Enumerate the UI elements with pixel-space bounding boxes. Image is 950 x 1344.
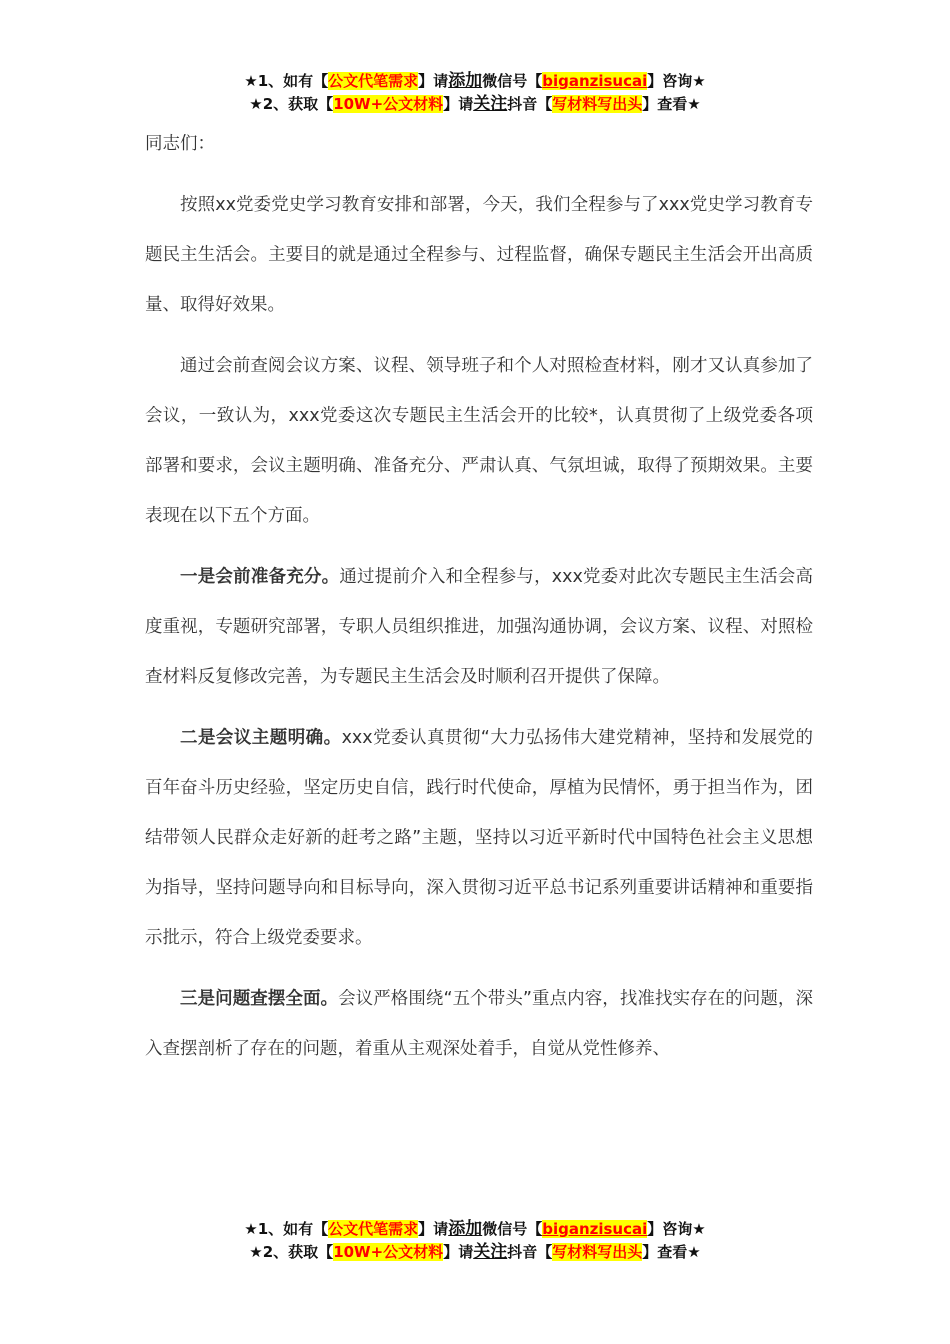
banner-underlined-word: 添加 [448,71,483,91]
banner-text: 】请 [418,1220,449,1238]
paragraph-lead: 三是问题查摆全面。 [180,989,339,1009]
paragraph-text: 通过会前查阅会议方案、议程、领导班子和个人对照检查材料，刚才又认真参加了会议，一致认为，xxx党委这次专题民主生活会开的比较*，认真贯彻了上级党委各项部署和要求，会议主题明确、准备充分、严肃认真、气氛坦诚，取得了预期效果。主要表现在以下五个方面。 [145,356,813,526]
paragraph-point-3 [145,974,813,1074]
banner-text: 】请 [443,1243,474,1261]
banner-highlight-douyin-id: 写材料写出头 [552,1243,643,1261]
paragraph-text: 通过提前介入和全程参与，xxx党委对此次专题民主生活会高度重视，专题研究部署，专职人员组织推进，加强沟通协调，会议方案、议程、对照检查材料反复修改完善，为专题民主生活会及时顺利召开提供了保障。 [145,567,814,687]
banner-highlight-service: 公文代笔需求 [328,1220,419,1238]
banner-text: 】查看★ [642,95,701,113]
banner-highlight-service: 公文代笔需求 [328,72,419,90]
banner-text: 抖音【 [507,1243,553,1261]
banner-text: ★2、获取【 [249,95,334,113]
banner-highlight-wechat-id: biganzisucai [542,72,648,90]
document-body [145,130,813,1085]
paragraph-summary [145,341,813,541]
paragraph-text: xxx党委认真贯彻“大力弘扬伟大建党精神，坚持和发展党的百年奋斗历史经验，坚定历史自信，践行时代使命，厚植为民情怀，勇于担当作为，团结带领人民群众走好新的赶考之路”主题，坚持以习近平新时代中国特色社会主义思想为指导，坚持问题导向和目标导向，深入贯彻习近平总书记系列重要讲话精神和重要指示批示，符合上级党委要求。 [145,728,814,948]
banner-text: ★1、如有【 [244,1220,329,1238]
banner-text: 】请 [418,72,449,90]
banner-text: 】查看★ [642,1243,701,1261]
paragraph-intro [145,180,813,330]
banner-line-1 [0,1218,950,1241]
paragraph-lead: 二是会议主题明确。 [180,728,342,748]
banner-text: ★2、获取【 [249,1243,334,1261]
banner-text: ★1、如有【 [244,72,329,90]
footer-banner [0,1218,950,1264]
banner-line-2 [0,1241,950,1264]
paragraph-point-2 [145,713,813,963]
paragraph-text: 按照xx党委党史学习教育安排和部署，今天，我们全程参与了xxx党史学习教育专题民主生活会。主要目的就是通过全程参与、过程监督，确保专题民主生活会开出高质量、取得好效果。 [145,195,813,315]
banner-highlight-materials: 10W+公文材料 [333,95,444,113]
banner-underlined-word: 关注 [473,1242,508,1262]
banner-line-1 [0,70,950,93]
banner-text: 微信号【 [482,1220,543,1238]
header-banner [0,70,950,116]
banner-text: 】咨询★ [647,1220,706,1238]
banner-highlight-douyin-id: 写材料写出头 [552,95,643,113]
banner-text: 微信号【 [482,72,543,90]
paragraph-point-1 [145,552,813,702]
banner-text: 】咨询★ [647,72,706,90]
paragraph-text: 会议严格围绕“五个带头”重点内容，找准找实存在的问题，深入查摆剖析了存在的问题，着重从主观深处着手，自觉从党性修养、 [145,989,813,1059]
banner-underlined-word: 添加 [448,1219,483,1239]
banner-highlight-wechat-id: biganzisucai [542,1220,648,1238]
banner-text: 】请 [443,95,474,113]
banner-line-2 [0,93,950,116]
banner-underlined-word: 关注 [473,94,508,114]
banner-text: 抖音【 [507,95,553,113]
paragraph-lead: 一是会前准备充分。 [180,567,340,587]
salutation: 同志们： [145,134,215,154]
banner-highlight-materials: 10W+公文材料 [333,1243,444,1261]
